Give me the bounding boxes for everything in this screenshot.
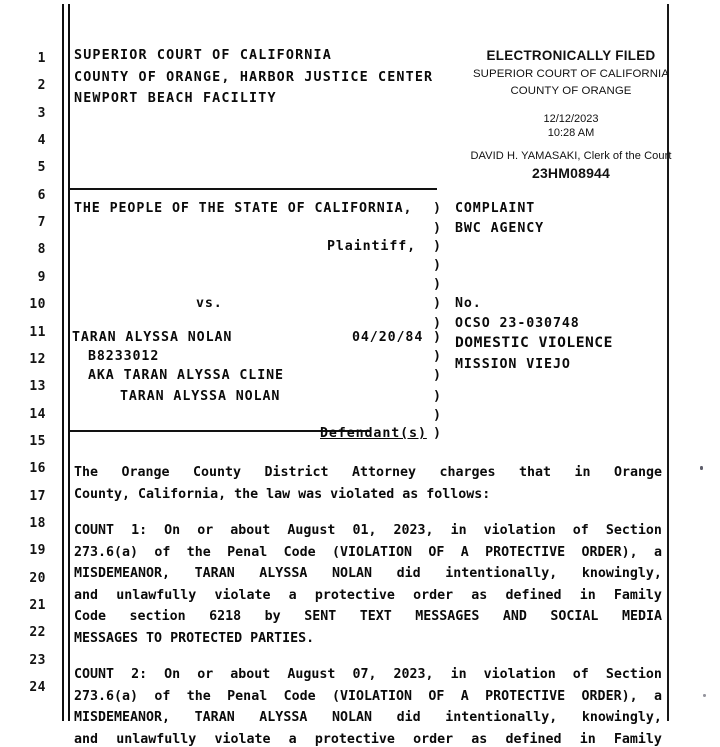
count-1-line: MISDEMEANOR, TARAN ALYSSA NOLAN did intentionally, knowingly, [74,566,662,581]
caption-paren: ) [433,258,442,273]
versus-label: vs. [196,296,223,311]
count-1-line: Code section 6218 by SENT TEXT MESSAGES AND SOCIAL MEDIA [74,609,662,624]
stamp-headline: ELECTRONICALLY FILED [486,48,656,63]
line-number: 6 [37,187,46,203]
line-number: 24 [29,680,46,696]
caption-paren: ) [433,239,442,254]
stamp-filing-time: 10:28 AM [547,127,595,140]
caption-top-rule [70,188,437,190]
line-number: 2 [37,78,46,94]
court-name-line-1: SUPERIOR COURT OF CALIFORNIA [74,48,332,63]
line-number: 7 [37,215,46,231]
court-name-line-2: COUNTY OF ORANGE, HARBOR JUSTICE CENTER [74,70,434,85]
body-intro-line: County, California, the law was violated as follows: [74,486,491,502]
line-number: 18 [29,515,46,531]
line-number: 20 [29,570,46,586]
line-number: 13 [29,379,46,395]
line-number: 16 [29,461,46,477]
stamp-filing-date: 12/12/2023 [543,112,599,125]
defendant-label: Defendant(s) [320,426,427,441]
count-2-line: MISDEMEANOR, TARAN ALYSSA NOLAN did intentionally, knowingly, [74,710,662,725]
defendant-name: TARAN ALYSSA NOLAN [72,330,233,345]
line-number: 19 [29,543,46,559]
left-margin-rule-inner [68,4,70,721]
line-number: 5 [37,160,46,176]
case-number-label: No. [455,296,482,311]
caption-paren: ) [433,316,442,331]
line-number: 23 [29,652,46,668]
defendant-aka-2: TARAN ALYSSA NOLAN [120,389,281,404]
line-number: 14 [29,406,46,422]
caption-paren: ) [433,368,442,383]
agency-case-number: OCSO 23-030748 [455,316,580,331]
count-2-line: and unlawfully violate a protective order as defined in Family [74,731,662,747]
caption-paren: ) [433,330,442,345]
count-2-line: 273.6(a) of the Penal Code (VIOLATION OF A PROTECTIVE ORDER), a [74,688,662,704]
caption-paren: ) [433,349,442,364]
line-number: 12 [29,351,46,367]
caption-paren: ) [433,426,442,441]
plaintiff-label: Plaintiff, [327,239,417,254]
body-intro-line: The Orange County District Attorney charges that in Orange [74,465,662,480]
count-1-line: MESSAGES TO PROTECTED PARTIES. [74,630,315,646]
charge-category: DOMESTIC VIOLENCE [455,334,613,351]
line-number-column [0,0,56,721]
line-number: 4 [37,133,46,149]
line-number: 8 [37,242,46,258]
count-1-line: 273.6(a) of the Penal Code (VIOLATION OF A PROTECTIVE ORDER), a [74,544,662,560]
agency-label: BWC AGENCY [455,221,545,236]
caption-paren: ) [433,277,442,292]
court-name-line-3: NEWPORT BEACH FACILITY [74,91,277,106]
defendant-aka-1: AKA TARAN ALYSSA CLINE [88,368,284,383]
caption-paren: ) [433,296,442,311]
stamp-court-line-2: COUNTY OF ORANGE [510,85,632,98]
stamp-clerk-name: DAVID H. YAMASAKI, Clerk of the Court [470,150,672,163]
document-title: COMPLAINT [455,201,536,216]
line-number: 15 [29,433,46,449]
left-margin-rule-outer [62,4,64,721]
line-number: 11 [29,324,46,340]
line-number: 1 [37,51,46,66]
stamp-case-number: 23HM08944 [531,165,611,182]
scan-speck [703,694,706,697]
caption-paren: ) [433,201,442,216]
defendant-booking-number: B8233012 [88,349,160,364]
line-number: 17 [29,488,46,504]
count-1-line: COUNT 1: On or about August 01, 2023, in violation of Section [74,523,662,538]
plaintiff-title: THE PEOPLE OF THE STATE OF CALIFORNIA, [74,201,413,216]
defendant-dob: 04/20/84 [352,330,424,345]
line-number: 3 [37,105,46,121]
line-number: 9 [37,269,46,285]
electronically-filed-stamp [452,48,690,181]
count-1-line: and unlawfully violate a protective order as defined in Family [74,587,662,603]
line-number: 21 [29,598,46,613]
caption-paren: ) [433,389,442,404]
line-number: 22 [29,625,46,641]
caption-paren: ) [433,221,442,236]
scan-speck [700,466,703,470]
stamp-court-line-1: SUPERIOR COURT OF CALIFORNIA [472,67,670,80]
count-2-line: COUNT 2: On or about August 07, 2023, in violation of Section [74,667,662,682]
line-number: 10 [29,297,46,313]
caption-paren: ) [433,408,442,423]
charge-location: MISSION VIEJO [455,357,571,372]
